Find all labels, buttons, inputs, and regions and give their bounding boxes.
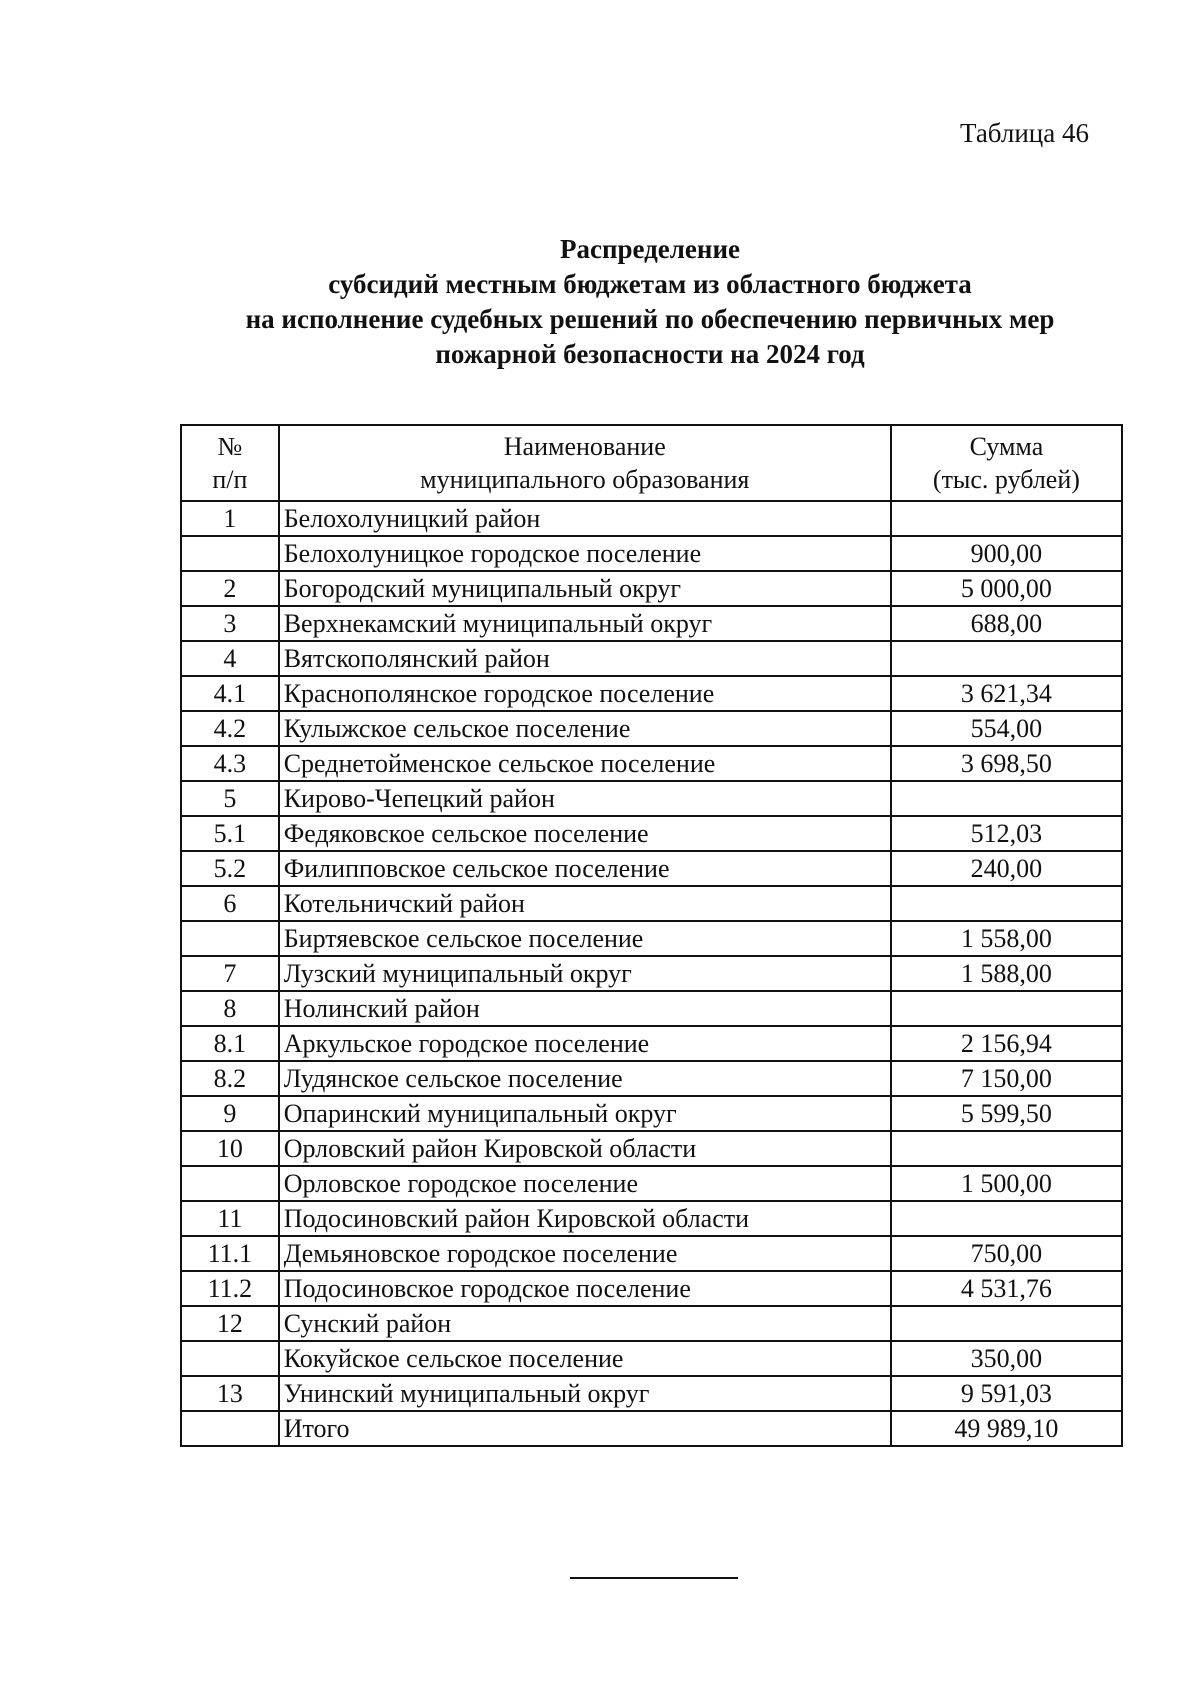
row-sum: 5 599,50 — [891, 1096, 1122, 1131]
table-row — [181, 1166, 1122, 1201]
table-row — [181, 816, 1122, 851]
row-name: Кирово-Чепецкий район — [279, 781, 891, 816]
row-name: Подосиновский район Кировской области — [279, 1201, 891, 1236]
header-number — [181, 425, 279, 501]
row-name: Демьяновское городское поселение — [279, 1236, 891, 1271]
row-number: 6 — [181, 886, 279, 921]
row-sum: 688,00 — [891, 606, 1122, 641]
heading-line-1: Распределение — [559, 234, 741, 264]
row-name: Среднетойменское сельское поселение — [279, 746, 891, 781]
table-row — [181, 1306, 1122, 1341]
row-sum — [891, 781, 1122, 816]
row-name: Белохолуницкое городское поселение — [279, 536, 891, 571]
row-number: 11.1 — [181, 1236, 279, 1271]
row-number: 7 — [181, 956, 279, 991]
row-name: Унинский муниципальный округ — [279, 1376, 891, 1411]
row-name: Кулыжское сельское поселение — [279, 711, 891, 746]
row-sum — [891, 1201, 1122, 1236]
row-name: Котельничский район — [279, 886, 891, 921]
row-sum: 240,00 — [891, 851, 1122, 886]
heading-line-4: пожарной безопасности на 2024 год — [435, 339, 865, 369]
row-number: 5.1 — [181, 816, 279, 851]
row-sum: 900,00 — [891, 536, 1122, 571]
row-number — [181, 1411, 279, 1446]
row-sum: 9 591,03 — [891, 1376, 1122, 1411]
table-number-label: Таблица 46 — [960, 118, 1089, 148]
table-row — [181, 1061, 1122, 1096]
row-name: Кокуйское сельское поселение — [279, 1341, 891, 1376]
table-row — [181, 886, 1122, 921]
table-row — [181, 956, 1122, 991]
header-sum — [891, 425, 1122, 501]
table-row — [181, 676, 1122, 711]
row-name: Орловский район Кировской области — [279, 1131, 891, 1166]
row-name: Федяковское сельское поселение — [279, 816, 891, 851]
row-sum: 1 500,00 — [891, 1166, 1122, 1201]
table-row — [181, 1026, 1122, 1061]
row-name: Сунский район — [279, 1306, 891, 1341]
row-number — [181, 1166, 279, 1201]
table-row — [181, 1201, 1122, 1236]
table-header-row — [181, 425, 1122, 501]
row-name: Белохолуницкий район — [279, 501, 891, 536]
header-number-line-1: № — [217, 432, 243, 461]
table-row — [181, 641, 1122, 676]
row-sum: 1 558,00 — [891, 921, 1122, 956]
row-sum: 3 621,34 — [891, 676, 1122, 711]
row-number: 13 — [181, 1376, 279, 1411]
table-row — [181, 1236, 1122, 1271]
row-sum: 1 588,00 — [891, 956, 1122, 991]
row-sum — [891, 1131, 1122, 1166]
table-row — [181, 501, 1122, 536]
row-sum — [891, 991, 1122, 1026]
table-row — [181, 781, 1122, 816]
row-name: Итого — [279, 1411, 891, 1446]
row-sum: 49 989,10 — [891, 1411, 1122, 1446]
heading-line-3: на исполнение судебных решений по обеспечению первичных мер — [245, 304, 1055, 334]
table-row — [181, 851, 1122, 886]
row-number: 12 — [181, 1306, 279, 1341]
table-row — [181, 1376, 1122, 1411]
document-heading — [100, 232, 1200, 372]
row-number: 8.1 — [181, 1026, 279, 1061]
row-name: Лудянское сельское поселение — [279, 1061, 891, 1096]
table-row — [181, 711, 1122, 746]
row-number: 4 — [181, 641, 279, 676]
row-sum — [891, 1306, 1122, 1341]
row-name: Опаринский муниципальный округ — [279, 1096, 891, 1131]
row-name: Орловское городское поселение — [279, 1166, 891, 1201]
row-number: 5.2 — [181, 851, 279, 886]
row-number: 4.1 — [181, 676, 279, 711]
header-name — [279, 425, 891, 501]
row-name: Нолинский район — [279, 991, 891, 1026]
row-sum: 7 150,00 — [891, 1061, 1122, 1096]
row-number: 11 — [181, 1201, 279, 1236]
row-number — [181, 1341, 279, 1376]
row-sum: 512,03 — [891, 816, 1122, 851]
row-number — [181, 921, 279, 956]
table-row — [181, 991, 1122, 1026]
row-name: Подосиновское городское поселение — [279, 1271, 891, 1306]
table-row — [181, 536, 1122, 571]
row-number: 4.3 — [181, 746, 279, 781]
row-name: Вятскополянский район — [279, 641, 891, 676]
header-number-line-2: п/п — [212, 465, 248, 494]
row-sum: 350,00 — [891, 1341, 1122, 1376]
row-number: 11.2 — [181, 1271, 279, 1306]
table-row — [181, 1271, 1122, 1306]
row-number — [181, 536, 279, 571]
row-sum: 3 698,50 — [891, 746, 1122, 781]
table-row — [181, 921, 1122, 956]
row-number: 9 — [181, 1096, 279, 1131]
table-row — [181, 1096, 1122, 1131]
row-sum: 5 000,00 — [891, 571, 1122, 606]
row-number: 4.2 — [181, 711, 279, 746]
row-name: Богородский муниципальный округ — [279, 571, 891, 606]
row-sum — [891, 501, 1122, 536]
row-number: 3 — [181, 606, 279, 641]
table-row — [181, 746, 1122, 781]
row-name: Аркульское городское поселение — [279, 1026, 891, 1061]
header-name-line-2: муниципального образования — [420, 465, 750, 494]
row-sum: 750,00 — [891, 1236, 1122, 1271]
row-sum — [891, 641, 1122, 676]
heading-line-2: субсидий местным бюджетам из областного бюджета — [328, 269, 972, 299]
row-name: Краснополянское городское поселение — [279, 676, 891, 711]
header-sum-line-1: Сумма — [969, 432, 1044, 461]
table-row — [181, 1411, 1122, 1446]
table-row — [181, 571, 1122, 606]
row-number: 10 — [181, 1131, 279, 1166]
header-sum-line-2: (тыс. рублей) — [932, 465, 1080, 494]
row-name: Биртяевское сельское поселение — [279, 921, 891, 956]
row-number: 8 — [181, 991, 279, 1026]
row-number: 8.2 — [181, 1061, 279, 1096]
table-row — [181, 606, 1122, 641]
table-row — [181, 1131, 1122, 1166]
row-number: 1 — [181, 501, 279, 536]
row-sum — [891, 886, 1122, 921]
row-sum: 2 156,94 — [891, 1026, 1122, 1061]
row-name: Лузский муниципальный округ — [279, 956, 891, 991]
row-number: 5 — [181, 781, 279, 816]
subsidy-table — [180, 424, 1123, 1447]
row-sum: 554,00 — [891, 711, 1122, 746]
row-name: Верхнекамский муниципальный округ — [279, 606, 891, 641]
row-number: 2 — [181, 571, 279, 606]
row-name: Филипповское сельское поселение — [279, 851, 891, 886]
header-name-line-1: Наименование — [503, 432, 666, 461]
row-sum: 4 531,76 — [891, 1271, 1122, 1306]
closing-divider — [570, 1577, 738, 1579]
table-row — [181, 1341, 1122, 1376]
